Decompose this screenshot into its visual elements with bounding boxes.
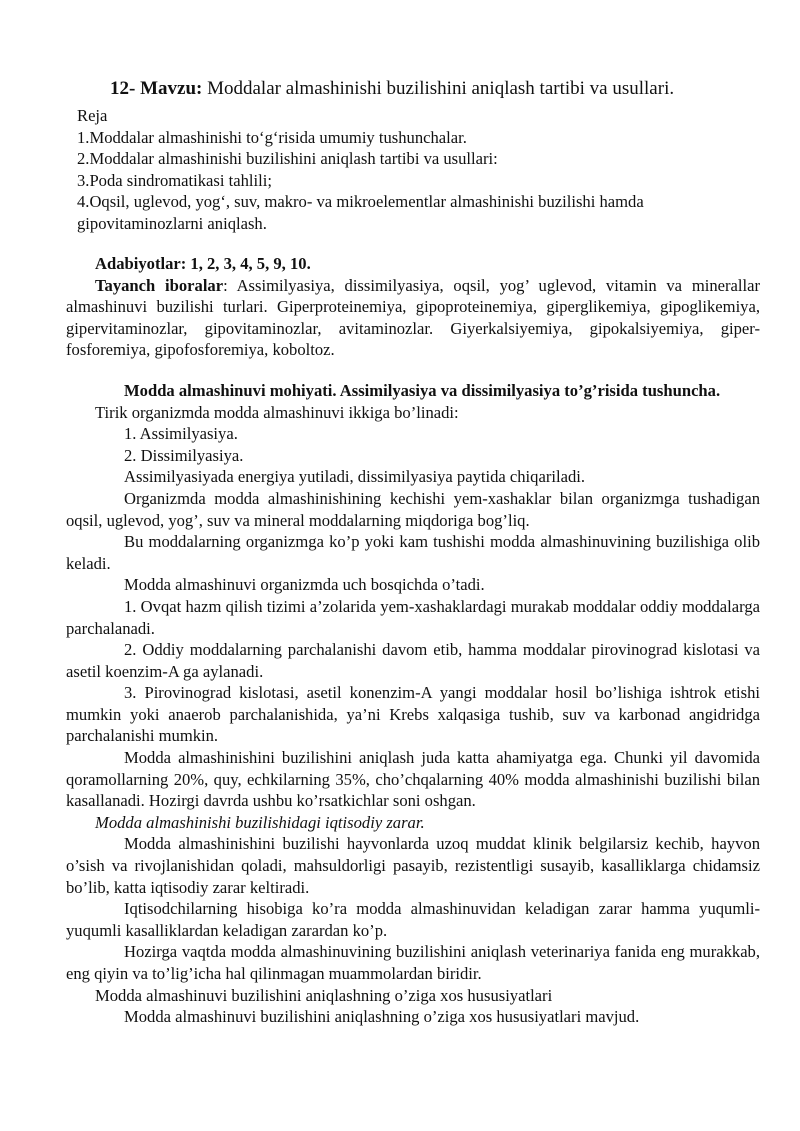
list-item: 1. Assimilyasiya. [124,424,238,444]
plan-item: 2.Moddalar almashinishi buzilishini aniqlash tartibi va usullari: [77,149,498,169]
section-heading: Modda almashinuvi mohiyati. Assimilyasiya va dissimilyasiya to’g’risida tushuncha. [124,380,721,400]
paragraph: Assimilyasiyada energiya yutiladi, dissimilyasiya paytida chiqariladi. [124,467,585,487]
paragraph: Hozirga vaqtda modda almashinuvining buzilishini aniqlash veterinariya fanida eng murakkab, eng qiyin va to’lig’icha hal qilinmagan muammolardan biridir. [66,942,760,983]
paragraph: Iqtisodchilarning hisobiga ko’ra modda almashinuvidan keladigan zarar hamma yuqumli-yuqumli kasalliklardan keladigan zarardan ko’p. [66,899,760,940]
stage-item: 2. Oddiy moddalarning parchalanishi davom etib, hamma moddalar pirovinograd kislotasi va asetil koenzim-A ga aylanadi. [66,640,760,681]
keywords-text: : Assimilyasiya, dissimilyasiya, oqsil, yog’ uglevod, vitamin va minerallar almashinuvi buzilishi turlari. Giperproteinemiya, gipoproteinemiya, giperglikemiya, gipoglikemiya, gipervitaminozlar, gipovitaminozlar, avitaminozlar. Giyerkalsiyemiya, gipokalsiyemiya, giper-fosforemiya, gipofosforemiya, koboltoz. [66,275,760,360]
literature-line: Adabiyotlar: 1, 2, 3, 4, 5, 9, 10. [95,254,311,273]
paragraph: Modda almashinishini buzilishi hayvonlarda uzoq muddat klinik belgilarsiz kechib, hayvon o’sish va rivojlanishidan qoladi, mahsuldorligi pasayib, rezistentligi susayib, kasalliklarga chidamsiz bo’lib, katta iqtisodiy zarar keltiradi. [66,834,760,897]
keywords-paragraph [66,275,760,361]
paragraph: Modda almashinuvi organizmda uch bosqichda o’tadi. [124,575,485,595]
stage-item: 1. Ovqat hazm qilish tizimi a’zolarida yem-xashaklardagi murakab moddalar oddiy moddalarga parchalanadi. [66,596,760,638]
plan-item: 4.Oqsil, uglevod, yog‘, suv, makro- va mikroelementlar almashinishi buzilishi hamda gipovitaminozlarni aniqlash. [77,192,644,233]
stage-item: 3. Pirovinograd kislotasi, asetil konenzim-A yangi moddalar hosil bo’lishiga ishtrok etishi mumkin yoki anaerob parchalanishida, ya’ni Krebs xalqasiga tushib, suv va karbonad angidridga parchalanishi mumkin. [66,683,760,746]
topic-number: 12- Mavzu: [110,78,203,99]
plan-item: 1.Moddalar almashinishi to‘g‘risida umumiy tushunchalar. [77,127,467,147]
topic-title: Moddalar almashinishi buzilishini aniqlash tartibi va usullari. [202,78,675,99]
paragraph: Organizmda modda almashinishining kechishi yem-xashaklar bilan organizmga tushadigan oqsil, uglevod, yog’, suv va mineral moddalarning miqdoriga bog’liq. [66,488,760,530]
spacer [66,361,760,380]
list-item: 2. Dissimilyasiya. [124,445,244,465]
paragraph: Modda almashinuvi buzilishini aniqlashning o’ziga xos hususiyatlari mavjud. [124,1007,640,1027]
subheading: Modda almashinuvi buzilishini aniqlashning o’ziga xos hususiyatlari [95,985,553,1005]
subheading: Modda almashinishi buzilishidagi iqtisodiy zarar. [95,812,425,832]
document-body [66,253,760,1028]
plan-heading: Reja [77,106,108,125]
paragraph: Tirik organizmda modda almashinuvi ikkiga bo’linadi: [95,402,459,422]
paragraph: Bu moddalarning organizmga ko’p yoki kam tushishi modda almashinuvining buzilishiga olib keladi. [66,532,760,573]
keywords-label: Tayanch iboralar [95,275,224,295]
plan-section [77,105,767,235]
page-title [110,77,674,101]
paragraph: Modda almashinishini buzilishini aniqlash juda katta ahamiyatga ega. Chunki yil davomida qoramollarning 20%, quy, echkilarning 35%, cho’chqalarning 40% modda almashinishi buzilishi bilan kasallanadi. Hozirgi davrda ushbu ko’rsatkichlar soni oshgan. [66,748,760,811]
plan-item: 3.Poda sindromatikasi tahlili; [77,170,272,190]
